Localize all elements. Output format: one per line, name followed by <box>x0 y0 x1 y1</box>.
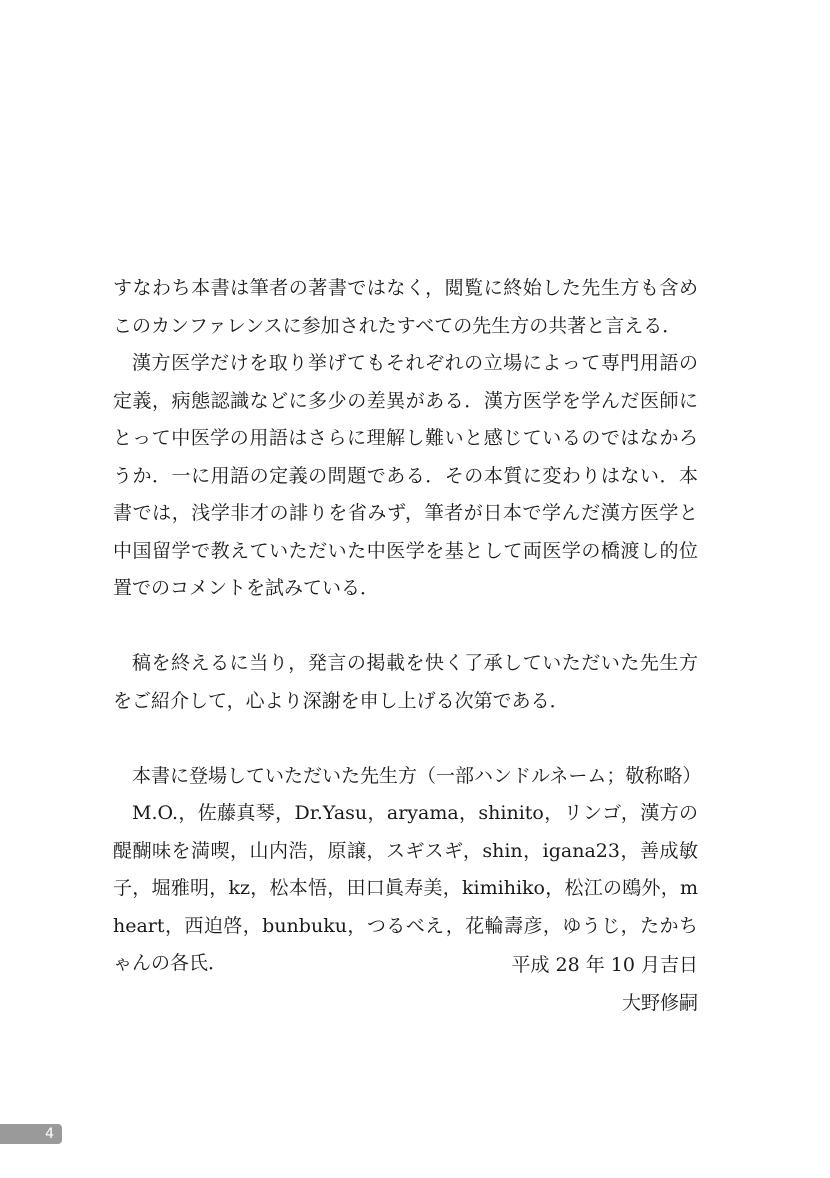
paragraph-terminology: 漢方医学だけを取り挙げてもそれぞれの立場によって専門用語の定義，病態認識などに多少の差異がある．漢方医学を学んだ医師にとって中医学の用語はさらに理解し難いと感じているのではなかろうか．一に用語の定義の問題である．その本質に変わりはない．本書では，浅学非才の誹りを省みず，筆者が日本で学んだ漢方医学と中国留学で教えていただいた中医学を基として両医学の橋渡し的位置でのコメントを試みている． <box>113 352 698 599</box>
signature-author: 大野修嗣 <box>621 991 698 1014</box>
page-number-tab <box>0 1124 62 1144</box>
contributors-heading: 本書に登場していただいた先生方（一部ハンドルネーム；敬称略） <box>132 764 702 787</box>
page-number: 4 <box>45 1126 54 1142</box>
contributors-list: M.O.，佐藤真琴，Dr.Yasu，aryama，shinito，リンゴ，漢方の醍醐味を満喫，山内浩，原譲，スギスギ，shin，igana23，善成敏子，堀雅明，kz，松本悟，田口眞寿美，kimihiko，松江の鴎外，mheart，西迫啓，bunbuku，つるべえ，花輪壽彦，ゆうじ，たかちゃんの各氏． <box>113 802 698 974</box>
paragraph-gap <box>113 608 698 646</box>
signature-block <box>511 947 698 1022</box>
signature-date: 平成 28 年 10 月吉日 <box>511 954 698 976</box>
body-text <box>113 270 702 983</box>
paragraph-acknowledgement: 稿を終えるに当り，発言の掲載を快く了承していただいた先生方をご紹介して，心より深謝を申し上げる次第である． <box>113 652 698 712</box>
paragraph-coauthorship: すなわち本書は筆者の著書ではなく，閲覧に終始した先生方も含めこのカンファレンスに参加されたすべての先生方の共著と言える． <box>113 277 698 337</box>
paragraph-gap <box>113 720 698 758</box>
